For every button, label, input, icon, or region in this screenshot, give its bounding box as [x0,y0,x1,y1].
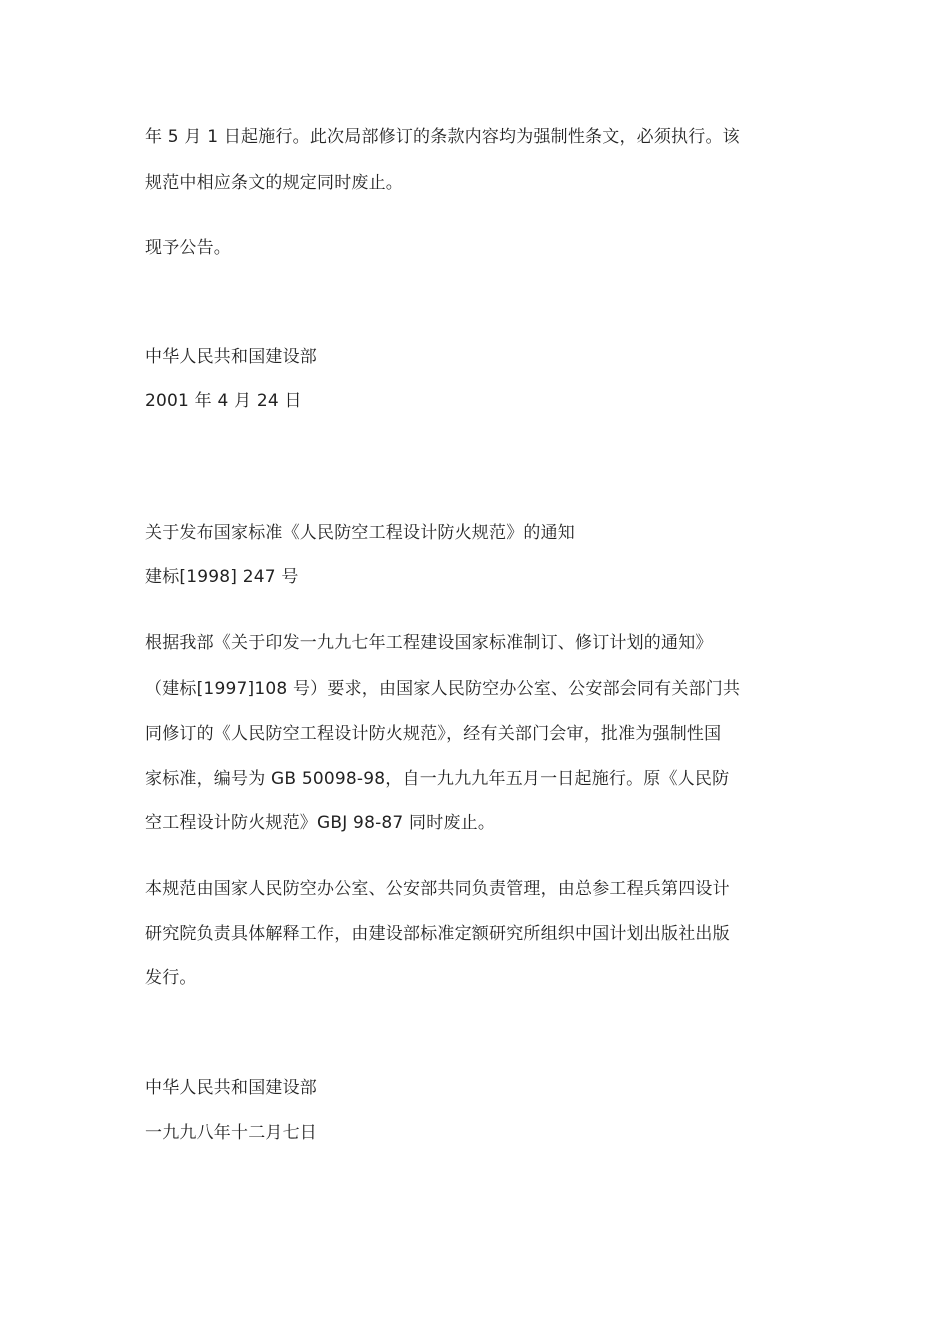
notice-2001-closing: 现予公告。 [145,238,231,258]
notice-1998-signatory: 中华人民共和国建设部 [145,1078,317,1098]
notice-2001-date: 2001 年 4 月 24 日 [145,391,302,411]
notice-1998-paragraph1-line: 空工程设计防火规范》GBJ 98-87 同时废止。 [145,813,496,833]
notice-1998-date: 一九九八年十二月七日 [145,1123,317,1143]
notice-1998-paragraph1-line: 同修订的《人民防空工程设计防火规范》，经有关部门会审，批准为强制性国 [145,724,722,744]
notice-1998-paragraph2-line: 本规范由国家人民防空办公室、公安部共同负责管理，由总参工程兵第四设计 [145,879,730,899]
notice-1998-paragraph1-line: （建标[1997]108 号）要求，由国家人民防空办公室、公安部会同有关部门共 [145,679,741,699]
notice-2001-paragraph-line: 规范中相应条文的规定同时废止。 [145,173,403,193]
notice-1998-paragraph1-line: 根据我部《关于印发一九九七年工程建设国家标准制订、修订计划的通知》 [145,633,713,653]
notice-2001-paragraph-line: 年 5 月 1 日起施行。此次局部修订的条款内容均为强制性条文，必须执行。该 [145,127,740,147]
notice-1998-paragraph2-line: 发行。 [145,968,197,988]
notice-2001-signatory: 中华人民共和国建设部 [145,347,317,367]
notice-1998-doc-number: 建标[1998] 247 号 [145,567,299,587]
notice-1998-title: 关于发布国家标准《人民防空工程设计防火规范》的通知 [145,523,575,543]
notice-1998-paragraph2-line: 研究院负责具体解释工作，由建设部标准定额研究所组织中国计划出版社出版 [145,924,730,944]
notice-1998-paragraph1-line: 家标准，编号为 GB 50098-98，自一九九九年五月一日起施行。原《人民防 [145,769,730,789]
